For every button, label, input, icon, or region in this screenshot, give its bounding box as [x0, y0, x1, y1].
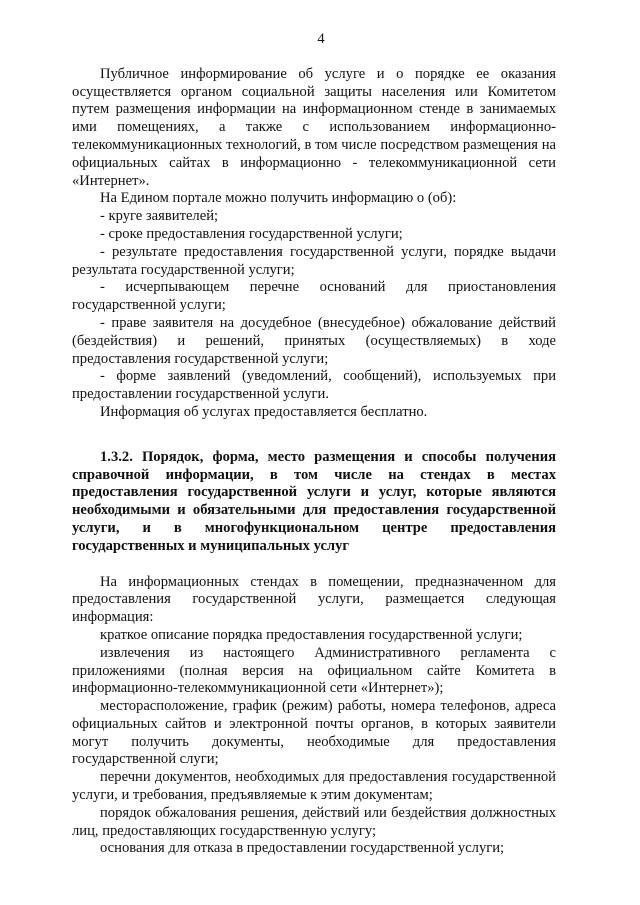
section-heading-text: 1.3.2. Порядок, форма, место размещения и способы получения справочной информации, в том числе на стендах в местах предоставления государственной услуги и услуг, которые являются необходимыми и обязательными для предоставления государственной услуги, и в многофункциональном центре предоставления государственных и муниципальных услуг — [72, 448, 556, 554]
page-number: 4 — [317, 31, 325, 47]
top-text-block — [72, 66, 556, 422]
paragraph: основания для отказа в предоставлении государственной услуги; — [100, 840, 505, 857]
paragraph: порядок обжалования решения, действий или бездействия должностных лиц, предоставляющих государственную услугу; — [72, 804, 556, 839]
paragraph: На информационных стендах в помещении, предназначенном для предоставления государственной услуги, размещается следующая информация: — [72, 573, 556, 626]
paragraph: перечни документов, необходимых для предоставления государственной услуги, и требования, предъявляемые к этим документам; — [72, 769, 556, 804]
paragraph: Информация об услугах предоставляется бесплатно. — [100, 403, 428, 420]
list-item: - круге заявителей; — [100, 208, 219, 225]
paragraph: краткое описание порядка предоставления государственной услуги; — [100, 626, 523, 643]
list-item: - форме заявлений (уведомлений, сообщений), используемых при предоставлении государственной услуги. — [72, 368, 556, 403]
paragraph: извлечения из настоящего Административного регламента с приложениями (полная версия на официальном сайте Комитета в информационно-телекоммуникационной сети «Интернет»); — [72, 644, 556, 697]
list-item: - праве заявителя на досудебное (внесудебное) обжалование действий (бездействия) и решений, принятых (осуществляемых) в ходе предоставления государственной услуги; — [72, 314, 556, 367]
list-item: - исчерпывающем перечне оснований для приостановления государственной услуги; — [72, 279, 556, 314]
paragraph: На Едином портале можно получить информацию о (об): — [100, 190, 457, 207]
bottom-text-block — [72, 574, 556, 859]
list-item: - результате предоставления государственной услуги, порядке выдачи результата государственной услуги; — [72, 243, 556, 278]
paragraph: Публичное информирование об услуге и о порядке ее оказания осуществляется органом социальной защиты населения или Комитетом путем размещения информации на информационном стенде в занимаемых ими помещениях, а также с использованием информационно-телекоммуникационных технологий, в том числе посредством размещения на официальных сайтах в информационно - телекоммуникационной сети «Интернет». — [72, 65, 556, 189]
paragraph: месторасположение, график (режим) работы, номера телефонов, адреса официальных сайтов и электронной почты органов, в которых заявители могут получить документы, необходимые для предоставления государственной слуги; — [72, 698, 556, 768]
list-item: - сроке предоставления государственной услуги; — [100, 225, 403, 242]
section-heading — [72, 449, 556, 556]
